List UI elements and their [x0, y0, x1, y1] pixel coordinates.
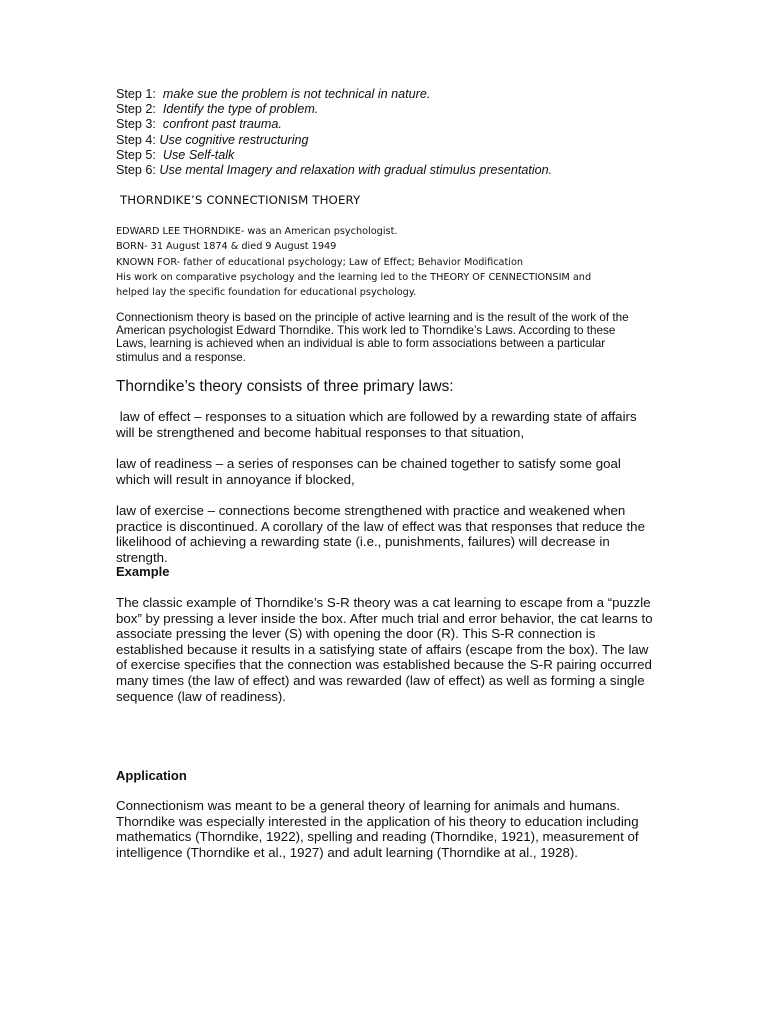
steps-list [116, 87, 552, 178]
bio-line: His work on comparative psychology and the learning led to the THEORY OF CENNECTIONSIM and [116, 271, 592, 283]
step-text: Identify the type of problem. [155, 102, 319, 117]
intro-paragraph: Connectionism theory is based on the principle of active learning and is the result of the work of the American psychologist Edward Thorndike. This work led to Thorndike’s Laws. According to these Laws, learning is achieved when an individual is able to form associations between a particular stimulus and a response. [116, 311, 629, 364]
step-label: Step 2: [116, 102, 156, 117]
law-of-readiness-paragraph: law of readiness – a series of responses can be chained together to satisfy some goal which will result in annoyance if blocked, [116, 456, 621, 487]
bio-line: EDWARD LEE THORNDIKE- was an American psychologist. [116, 226, 398, 237]
biography-block [116, 224, 591, 300]
law-of-exercise-paragraph: law of exercise – connections become strengthened with practice and weakened when practice is discontinued. A corollary of the law of effect was that responses that reduce the likelihood of achieving a rewarding state (i.e., punishments, failures) will decrease in strength. [116, 503, 645, 565]
application-paragraph: Connectionism was meant to be a general theory of learning for animals and humans. Thorndike was especially interested in the application of his theory to education including mathematics (Thorndike, 1922), spelling and reading (Thorndike, 1921), measurement of intelligence (Thorndike et al., 1927) and adult learning (Thorndike at al., 1928). [116, 798, 639, 860]
application-heading: Application [116, 768, 187, 783]
step-label: Step 4: [116, 132, 156, 147]
bio-line: BORN- 31 August 1874 & died 9 August 1949 [116, 241, 337, 253]
section-title: THORNDIKE’S CONNECTIONISM THOERY [120, 193, 361, 207]
step-text: Use cognitive restructuring [155, 132, 309, 147]
bio-line: KNOWN FOR- father of educational psychology; Law of Effect; Behavior Modification [116, 256, 524, 268]
example-heading: Example [116, 564, 170, 579]
step-item [116, 117, 552, 132]
example-paragraph: The classic example of Thorndike’s S-R theory was a cat learning to escape from a “puzzle box” by pressing a lever inside the box. After much trial and error behavior, the cat learns to associate pressing the lever (S) with opening the door (R). This S-R connection is established because it results in a satisfying state of affairs (escape from the box). The law of exercise specifies that the connection was established because the S-R pairing occurred many times (the law of effect) and was rewarded (law of effect) as well as forming a single sequence (law of readiness). [116, 595, 653, 704]
step-item [116, 133, 552, 148]
step-text: make sue the problem is not technical in nature. [155, 87, 431, 101]
step-item [116, 87, 552, 102]
step-item [116, 102, 552, 117]
step-label: Step 5: [116, 147, 156, 162]
step-label: Step 6: [116, 163, 156, 178]
bio-line: helped lay the specific foundation for educational psychology. [116, 287, 417, 299]
step-item [116, 163, 552, 178]
step-label: Step 1: [116, 87, 156, 101]
step-text: confront past trauma. [155, 117, 282, 132]
laws-heading: Thorndike’s theory consists of three primary laws: [116, 378, 454, 395]
law-of-effect-paragraph: law of effect – responses to a situation which are followed by a rewarding state of affairs will be strengthened and become habitual responses to that situation, [116, 409, 641, 440]
step-item [116, 148, 552, 163]
step-text: Use mental Imagery and relaxation with gradual stimulus presentation. [155, 163, 553, 178]
step-label: Step 3: [116, 117, 156, 132]
step-text: Use Self-talk [155, 147, 235, 162]
